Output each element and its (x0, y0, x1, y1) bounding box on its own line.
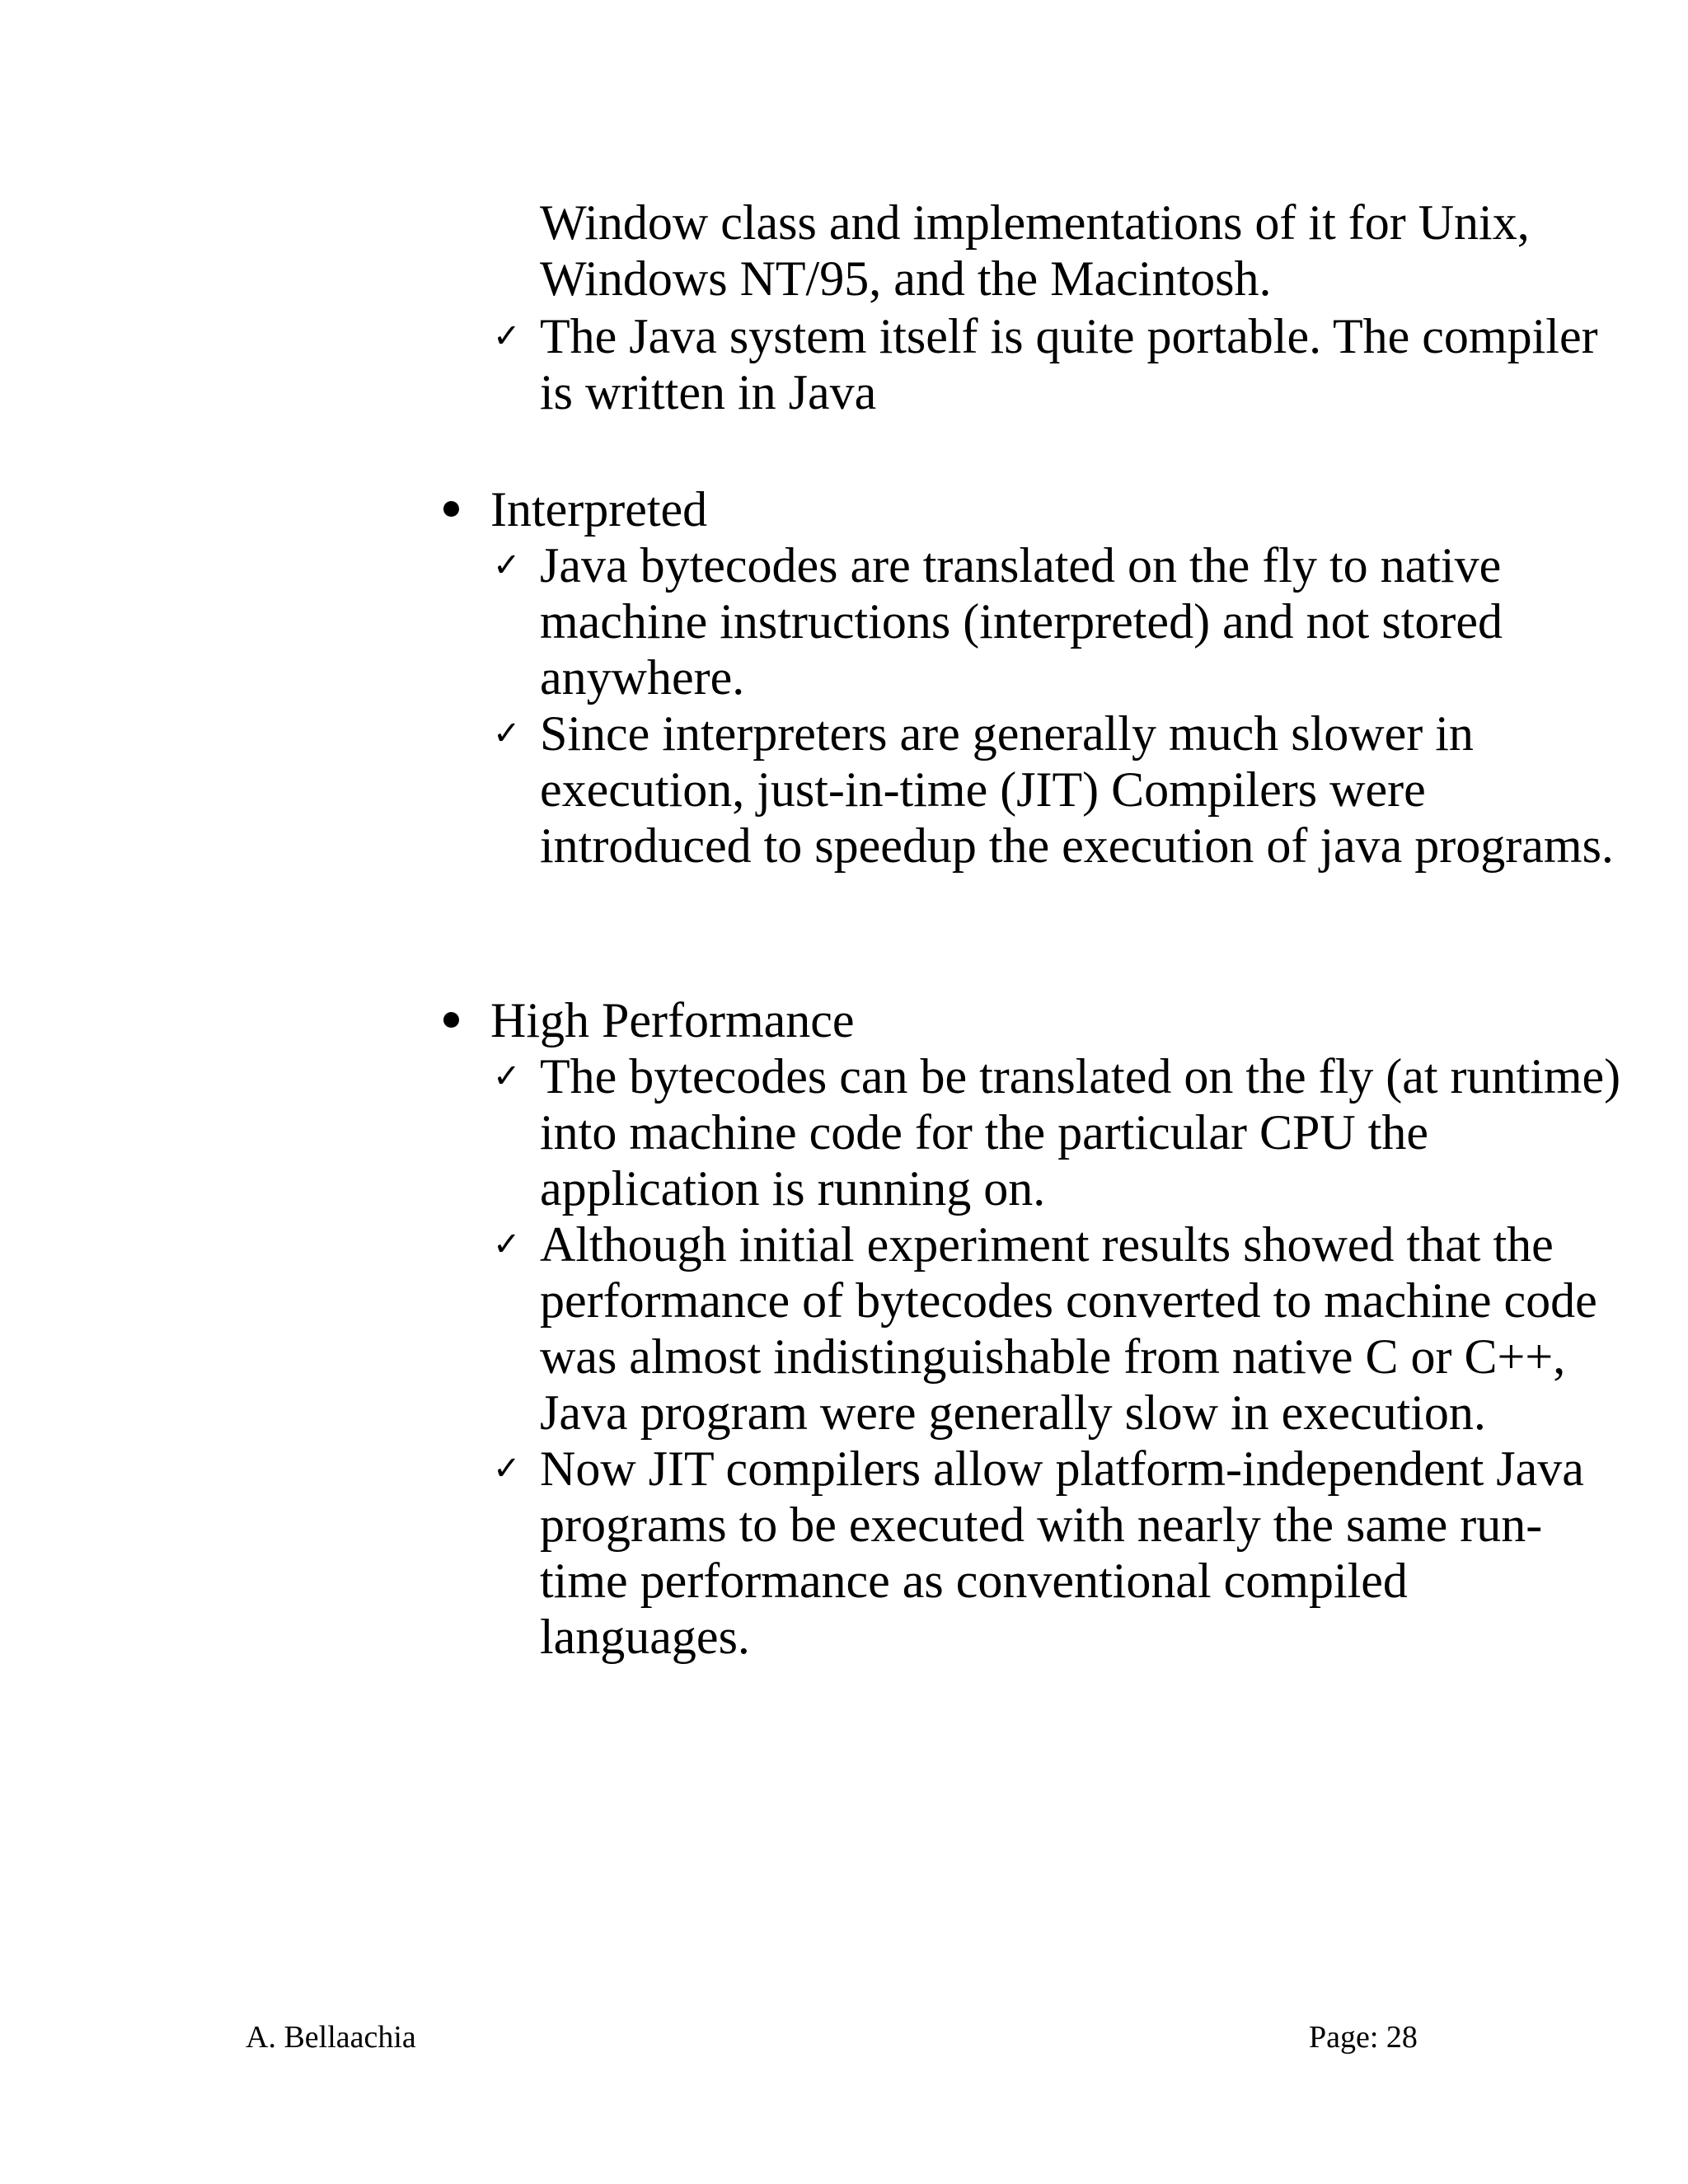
list-item-line: into machine code for the particular CPU the (540, 1105, 1428, 1160)
check-mark-icon: ✓ (493, 1450, 521, 1488)
bullet-dot-icon (443, 501, 459, 517)
list-item-line: The Java system itself is quite portable. The compiler (540, 309, 1598, 363)
list-item-line: The bytecodes can be translated on the fly (at runtime) (540, 1049, 1621, 1104)
check-mark-icon: ✓ (493, 546, 521, 584)
list-item-line: Although initial experiment results showed that the (540, 1217, 1554, 1272)
continuation-line: Windows NT/95, and the Macintosh. (540, 251, 1272, 306)
list-item-line: performance of bytecodes converted to machine code (540, 1273, 1597, 1328)
list-item-line: languages. (540, 1610, 750, 1664)
list-item-line: time performance as conventional compiled (540, 1554, 1408, 1608)
list-item-line: Since interpreters are generally much slower in (540, 706, 1474, 761)
list-item-line: machine instructions (interpreted) and not stored (540, 594, 1503, 649)
list-item-line: was almost indistinguishable from native C or C++, (540, 1329, 1566, 1384)
check-mark-icon: ✓ (493, 715, 521, 752)
list-item-line: Java bytecodes are translated on the fly to native (540, 538, 1502, 593)
list-item-line: introduced to speedup the execution of java programs. (540, 818, 1614, 873)
section-heading: High Performance (490, 993, 855, 1047)
list-item-line: is written in Java (540, 365, 877, 419)
list-item-line: anywhere. (540, 650, 745, 705)
check-mark-icon: ✓ (493, 317, 521, 355)
list-item-line: Java program were generally slow in execution. (540, 1385, 1486, 1440)
check-mark-icon: ✓ (493, 1057, 521, 1095)
section-heading: Interpreted (490, 482, 708, 537)
list-item-line: execution, just-in-time (JIT) Compilers were (540, 762, 1426, 817)
list-item-line: Now JIT compilers allow platform-independent Java (540, 1441, 1584, 1496)
list-item-line: programs to be executed with nearly the same run- (540, 1497, 1543, 1552)
check-mark-icon: ✓ (493, 1226, 521, 1263)
footer-page-number: Page: 28 (1309, 2020, 1418, 2055)
bullet-dot-icon (443, 1012, 459, 1028)
footer-author: A. Bellaachia (246, 2020, 416, 2055)
continuation-line: Window class and implementations of it for Unix, (540, 195, 1530, 250)
list-item-line: application is running on. (540, 1161, 1046, 1216)
